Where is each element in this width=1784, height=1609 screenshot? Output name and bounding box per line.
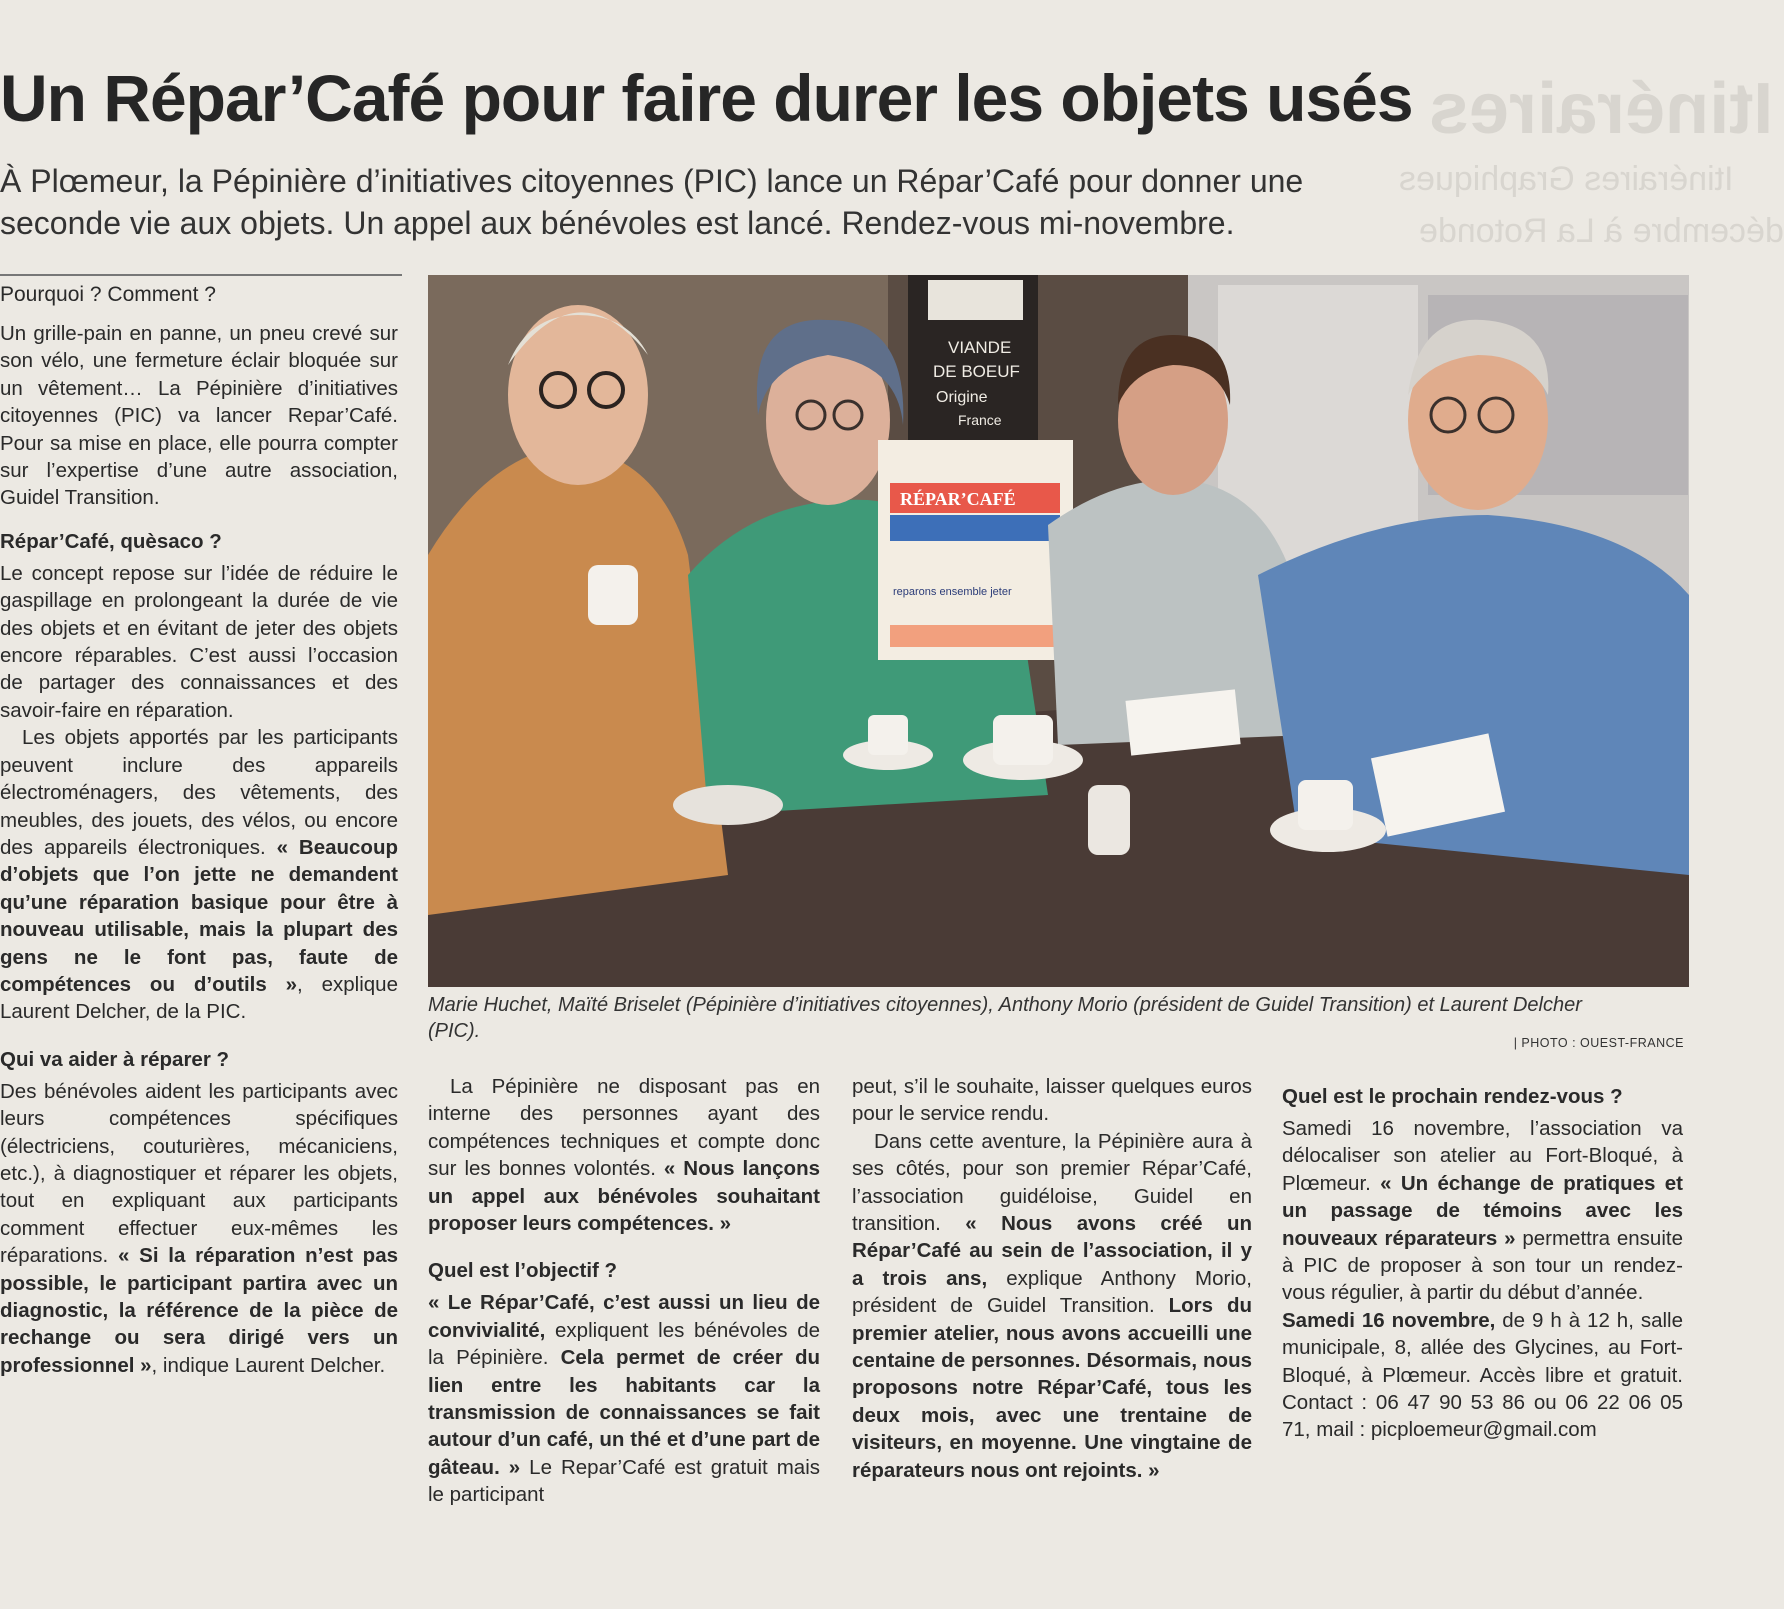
photo-caption: Marie Huchet, Maïté Briselet (Pépinière d’initiatives citoyennes), Anthony Morio (président de Guidel Transition) et Laurent Delcher (PIC).	[428, 994, 1582, 1042]
guidel-text: Dans cette aventure, la Pépinière aura à ses côtés, pour son premier Répar’Café, l’association guidéloise, Guidel en transition.	[852, 1129, 1252, 1236]
paragraph-euros: peut, s’il le souhaite, laisser quelques euros pour le service rendu.	[852, 1075, 1252, 1126]
menu-board-line-4: France	[958, 412, 1002, 428]
next-meeting-text: Samedi 16 novembre, l’association va délocaliser son atelier au Fort-Bloqué, à Plœmeur.	[1282, 1117, 1683, 1195]
paragraph-concept: Le concept repose sur l’idée de réduire le gaspillage en prolongeant la durée de vie des objets et en évitant de jeter des objets encore réparables. C’est aussi l’occasion de partager des connaissances et des savoir-faire en réparation.	[0, 561, 398, 722]
quote-morio-1: « Nous avons créé un Répar’Café au sein de l’association, il y a trois ans,	[852, 1212, 1252, 1290]
quote-conviviality: « Le Répar’Café, c’est aussi un lieu de convivialité,	[428, 1291, 820, 1342]
objective-end: Le Repar’Café est gratuit mais le participant	[428, 1455, 820, 1507]
subheading-quesaco: Répar’Café, quèsaco ?	[0, 529, 222, 553]
quote-link: Cela permet de créer du lien entre les habitants car la transmission de connaissances se fait autour d’un café, un thé et d’une part de gâteau. »	[428, 1346, 821, 1479]
poster-title: RÉPAR’CAFÉ	[900, 489, 1016, 509]
practical-info	[1282, 1307, 1683, 1444]
left-column	[0, 280, 398, 1379]
article-column-3	[852, 1073, 1252, 1484]
paragraph-guidel	[852, 1128, 1252, 1484]
section-label: Pourquoi ? Comment ?	[0, 283, 216, 306]
subheading-next-meeting: Quel est le prochain rendez-vous ?	[1282, 1085, 1623, 1108]
quote-delcher-2: « Si la réparation n’est pas possible, le participant partira avec un diagnostic, la référence de la pièce de rechange ou sera dirigé vers un professionnel »	[0, 1244, 399, 1377]
quote-attribution-1: , explique Laurent Delcher, de la PIC.	[0, 972, 398, 1024]
article-standfirst: À Plœmeur, la Pépinière d’initiatives citoyennes (PIC) lance un Répar’Café pour donner une seconde vie aux objets. Un appel aux bénévoles est lancé. Rendez-vous mi-novembre.	[0, 163, 1304, 241]
volunteers-text: Des bénévoles aident les participants avec leurs compétences spécifiques (électriciens, couturières, mécaniciens, etc.), à diagnostiquer et réparer les objets, tout en expliquant aux participants comment effectuer eux-mêmes les réparations.	[0, 1079, 398, 1268]
article-column-4	[1282, 1073, 1683, 1444]
menu-board-line-2: DE BOEUF	[933, 362, 1020, 381]
quote-morio-2: Lors du premier atelier, nous avons accueilli une centaine de personnes. Désormais, nous proposons notre Répar’Café, tous les deux mois, avec une trentaine de visiteurs, en moyenne. Une vingtaine de réparateurs nous ont rejoints. »	[852, 1294, 1252, 1482]
next-meeting-end: permettra ensuite à PIC de proposer à son tour un rendez-vous régulier, à partir du début d’année.	[1282, 1226, 1683, 1305]
quote-attribution-2: , indique Laurent Delcher.	[151, 1353, 386, 1377]
info-date: Samedi 16 novembre,	[1282, 1308, 1496, 1332]
objective-attribution: expliquent les bénévoles de la Pépinière.	[428, 1318, 820, 1370]
objects-text: Les objets apportés par les participants peuvent inclure des appareils électroménagers, des vêtements, des meubles, des jouets, des vélos, ou encore des appareils électroniques.	[0, 726, 398, 859]
article-photo	[428, 275, 1689, 987]
menu-board-line-3: Origine	[936, 389, 988, 406]
quote-call: « Nous lançons un appel aux bénévoles souhaitant proposer leurs compétences. »	[428, 1157, 820, 1236]
subheading-who-helps: Qui va aider à réparer ?	[0, 1047, 230, 1071]
paragraph-call-for-volunteers	[428, 1073, 820, 1237]
morio-attribution: explique Anthony Morio, président de Guidel Transition.	[852, 1266, 1252, 1318]
paragraph-next-meeting	[1282, 1115, 1683, 1307]
call-text: La Pépinière ne disposant pas en interne des personnes ayant des compétences techniques et compte donc sur les bonnes volontés.	[428, 1075, 820, 1181]
quote-delcher-1: « Beaucoup d’objets que l’on jette ne demandent qu’une réparation basique pour être à nouveau utilisable, mais la plupart des gens ne le font pas, faute de compétences ou d’outils »	[0, 835, 398, 996]
photo-credit: | PHOTO : OUEST-FRANCE	[1513, 1036, 1684, 1050]
menu-board-line-1: VIANDE	[948, 338, 1012, 357]
info-details: de 9 h à 12 h, salle municipale, 8, allée des Glycines, au Fort-Bloqué, à Plœmeur. Accès libre et gratuit. Contact : 06 47 90 53 86 ou 06 22 06 05 71, mail : picploemeur@gmail.com	[1282, 1308, 1683, 1442]
poster-subtitle: reparons ensemble jeter	[893, 586, 1012, 598]
quote-exchange: « Un échange de pratiques et un passage de témoins avec les nouveaux réparateurs »	[1282, 1171, 1683, 1250]
paragraph-objects	[0, 724, 398, 1025]
column-rule	[0, 274, 402, 276]
intro-paragraph: Un grille-pain en panne, un pneu crevé sur son vélo, une fermeture éclair bloquée sur un vêtement… La Pépinière d’initiatives citoyennes (PIC) va lancer Repar’Café. Pour sa mise en place, elle pourra compter sur l’expertise d’une autre association, Guidel Transition.	[0, 322, 398, 510]
paragraph-volunteers	[0, 1078, 398, 1379]
paragraph-objective	[428, 1289, 820, 1508]
subheading-objective: Quel est l’objectif ?	[428, 1259, 618, 1283]
article-headline: Un Répar’Café pour faire durer les objets usés	[0, 61, 1413, 135]
bleed-through-text: Itinéraires Itinéraires Graphiques décembre à La Rotonde	[1399, 69, 1784, 250]
article-column-2	[428, 1073, 820, 1509]
